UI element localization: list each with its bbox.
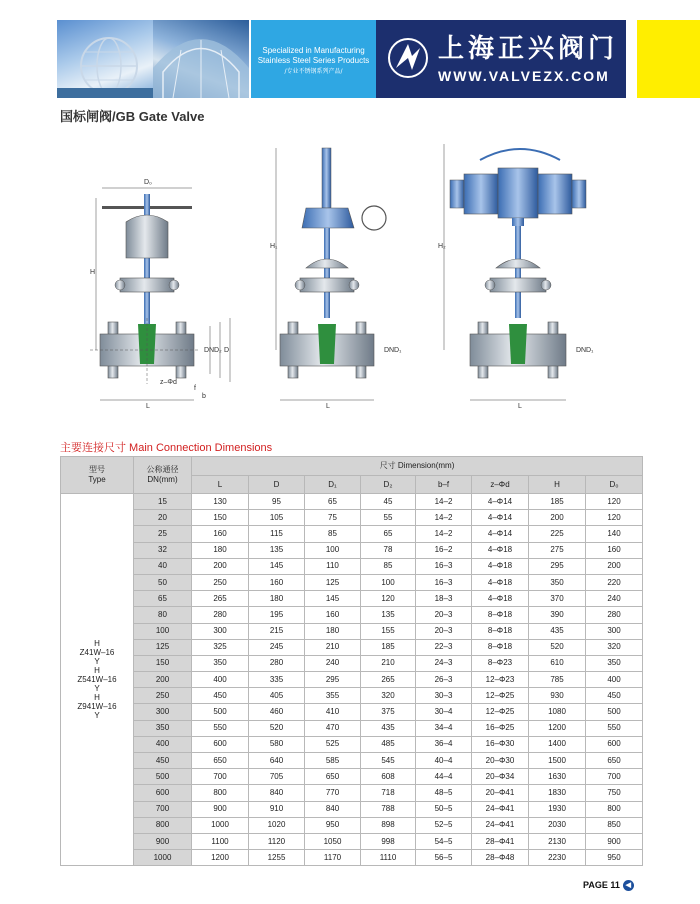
label-f: f <box>194 385 196 392</box>
table-cell: 350 <box>586 655 643 671</box>
table-cell: 550 <box>586 720 643 736</box>
table-cell: 280 <box>586 607 643 623</box>
table-cell: 275 <box>529 542 586 558</box>
table-row <box>61 769 643 785</box>
dn-cell: 800 <box>134 817 192 833</box>
table-cell: 2130 <box>529 833 586 849</box>
table-cell: 20–Φ34 <box>472 769 529 785</box>
header-banner <box>0 20 700 98</box>
table-cell: 300 <box>192 623 249 639</box>
table-cell: 160 <box>249 574 305 590</box>
table-cell: 585 <box>305 753 361 769</box>
label-h1: H₁ <box>270 243 278 250</box>
table-row <box>61 817 643 833</box>
table-cell: 950 <box>305 817 361 833</box>
tagline-panel <box>251 20 376 98</box>
table-cell: 220 <box>586 574 643 590</box>
table-cell: 840 <box>305 801 361 817</box>
table-cell: 435 <box>529 623 586 639</box>
table-cell: 1170 <box>305 850 361 866</box>
label-d1-2: D₁ <box>394 347 402 354</box>
column-header: b–f <box>416 476 472 494</box>
table-cell: 16–2 <box>416 542 472 558</box>
table-cell: 520 <box>249 720 305 736</box>
column-header: D₁ <box>305 476 361 494</box>
page-arrow-icon: ◀ <box>623 880 634 891</box>
table-cell: 12–Φ25 <box>472 688 529 704</box>
table-cell: 78 <box>361 542 416 558</box>
table-cell: 24–3 <box>416 655 472 671</box>
table-cell: 14–2 <box>416 494 472 510</box>
table-row <box>61 688 643 704</box>
table-cell: 800 <box>192 785 249 801</box>
table-cell: 22–3 <box>416 639 472 655</box>
table-cell: 4–Φ18 <box>472 574 529 590</box>
table-cell: 200 <box>529 510 586 526</box>
table-cell: 4–Φ14 <box>472 510 529 526</box>
table-cell: 20–Φ30 <box>472 753 529 769</box>
table-cell: 16–3 <box>416 558 472 574</box>
table-cell: 250 <box>192 574 249 590</box>
label-l-2: L <box>326 403 330 410</box>
table-row <box>61 558 643 574</box>
table-cell: 75 <box>305 510 361 526</box>
table-cell: 325 <box>192 639 249 655</box>
dn-cell: 500 <box>134 769 192 785</box>
dn-cell: 200 <box>134 672 192 688</box>
table-cell: 14–2 <box>416 510 472 526</box>
table-cell: 8–Φ18 <box>472 623 529 639</box>
table-cell: 1200 <box>529 720 586 736</box>
table-cell: 28–Φ48 <box>472 850 529 866</box>
column-header: D <box>249 476 305 494</box>
dimensions-table <box>60 456 643 866</box>
table-cell: 12–Φ25 <box>472 704 529 720</box>
table-cell: 470 <box>305 720 361 736</box>
label-dn-3: DN <box>576 347 587 354</box>
table-cell: 180 <box>192 542 249 558</box>
type-line: H <box>94 639 100 649</box>
table-cell: 8–Φ18 <box>472 639 529 655</box>
table-cell: 500 <box>192 704 249 720</box>
table-cell: 30–3 <box>416 688 472 704</box>
table-cell: 355 <box>305 688 361 704</box>
table-cell: 130 <box>192 494 249 510</box>
table-cell: 850 <box>586 817 643 833</box>
table-cell: 320 <box>586 639 643 655</box>
table-row <box>61 850 643 866</box>
tagline-chinese: /专业不锈钢系列产品/ <box>284 68 343 75</box>
table-row <box>61 833 643 849</box>
table-cell: 12–Φ23 <box>472 672 529 688</box>
table-cell: 545 <box>361 753 416 769</box>
table-cell: 2230 <box>529 850 586 866</box>
company-url: WWW.VALVEZX.COM <box>438 68 610 84</box>
table-row <box>61 494 643 510</box>
dn-cell: 700 <box>134 801 192 817</box>
label-b: b <box>202 393 206 400</box>
dn-cell: 40 <box>134 558 192 574</box>
tagline-line-1: Specialized in Manufacturing <box>262 46 365 55</box>
table-cell: 45 <box>361 494 416 510</box>
type-cell <box>61 494 134 866</box>
table-cell: 1050 <box>305 833 361 849</box>
company-logo-icon <box>386 36 430 80</box>
table-cell: 185 <box>529 494 586 510</box>
table-cell: 36–4 <box>416 736 472 752</box>
table-cell: 52–5 <box>416 817 472 833</box>
table-cell: 185 <box>361 639 416 655</box>
table-cell: 450 <box>586 688 643 704</box>
table-cell: 1930 <box>529 801 586 817</box>
dn-cell: 400 <box>134 736 192 752</box>
table-cell: 20–Φ41 <box>472 785 529 801</box>
table-cell: 525 <box>305 736 361 752</box>
company-logo-panel <box>376 20 626 98</box>
table-cell: 115 <box>249 526 305 542</box>
table-cell: 350 <box>529 574 586 590</box>
dn-cell: 250 <box>134 688 192 704</box>
table-cell: 1120 <box>249 833 305 849</box>
table-cell: 210 <box>305 639 361 655</box>
table-cell: 265 <box>192 591 249 607</box>
column-header: L <box>192 476 249 494</box>
type-line: Z41W–16 <box>79 648 115 658</box>
column-header: D₀ <box>586 476 643 494</box>
table-cell: 160 <box>586 542 643 558</box>
table-cell: 16–Φ30 <box>472 736 529 752</box>
table-cell: 750 <box>586 785 643 801</box>
dn-cell: 80 <box>134 607 192 623</box>
table-row <box>61 639 643 655</box>
table-cell: 245 <box>249 639 305 655</box>
table-row <box>61 526 643 542</box>
type-line: Z941W–16 <box>77 702 117 712</box>
table-cell: 295 <box>305 672 361 688</box>
table-cell: 718 <box>361 785 416 801</box>
table-row <box>61 574 643 590</box>
yellow-accent-block <box>637 20 700 98</box>
type-line: Z541W–16 <box>77 675 117 685</box>
table-cell: 85 <box>361 558 416 574</box>
table-cell: 1830 <box>529 785 586 801</box>
table-cell: 640 <box>249 753 305 769</box>
dn-cell: 150 <box>134 655 192 671</box>
table-cell: 4–Φ14 <box>472 526 529 542</box>
table-cell: 100 <box>361 574 416 590</box>
table-cell: 145 <box>305 591 361 607</box>
table-cell: 54–5 <box>416 833 472 849</box>
table-cell: 4–Φ14 <box>472 494 529 510</box>
table-cell: 125 <box>305 574 361 590</box>
table-cell: 950 <box>586 850 643 866</box>
table-cell: 48–5 <box>416 785 472 801</box>
table-cell: 30–4 <box>416 704 472 720</box>
table-cell: 400 <box>586 672 643 688</box>
table-cell: 195 <box>249 607 305 623</box>
table-row <box>61 785 643 801</box>
column-header: D₂ <box>361 476 416 494</box>
table-cell: 1110 <box>361 850 416 866</box>
table-cell: 110 <box>305 558 361 574</box>
table-cell: 370 <box>529 591 586 607</box>
dn-cell: 50 <box>134 574 192 590</box>
table-cell: 1400 <box>529 736 586 752</box>
dn-cell: 350 <box>134 720 192 736</box>
table-row <box>61 607 643 623</box>
label-l-3: L <box>518 403 522 410</box>
table-cell: 280 <box>192 607 249 623</box>
table-cell: 34–4 <box>416 720 472 736</box>
section-title: 主要连接尺寸 Main Connection Dimensions <box>60 442 273 454</box>
table-cell: 135 <box>249 542 305 558</box>
type-line: H <box>94 693 100 703</box>
table-cell: 95 <box>249 494 305 510</box>
table-cell: 600 <box>192 736 249 752</box>
dn-cell: 100 <box>134 623 192 639</box>
table-cell: 410 <box>305 704 361 720</box>
building-photo <box>153 20 249 98</box>
table-cell: 700 <box>586 769 643 785</box>
dn-cell: 20 <box>134 510 192 526</box>
table-cell: 1500 <box>529 753 586 769</box>
table-cell: 280 <box>249 655 305 671</box>
label-h2: H₂ <box>438 243 446 250</box>
table-cell: 24–Φ41 <box>472 817 529 833</box>
table-cell: 120 <box>361 591 416 607</box>
table-cell: 85 <box>305 526 361 542</box>
dn-cell: 600 <box>134 785 192 801</box>
table-cell: 26–3 <box>416 672 472 688</box>
table-cell: 210 <box>361 655 416 671</box>
table-cell: 375 <box>361 704 416 720</box>
table-cell: 900 <box>586 833 643 849</box>
table-cell: 350 <box>192 655 249 671</box>
globe-photo <box>57 20 153 98</box>
table-row <box>61 510 643 526</box>
table-cell: 180 <box>305 623 361 639</box>
label-d: D <box>224 347 230 354</box>
table-cell: 770 <box>305 785 361 801</box>
table-cell: 225 <box>529 526 586 542</box>
table-cell: 2030 <box>529 817 586 833</box>
table-cell: 900 <box>192 801 249 817</box>
table-row <box>61 542 643 558</box>
table-cell: 998 <box>361 833 416 849</box>
table-cell: 800 <box>586 801 643 817</box>
header-type: 型号 Type <box>61 457 134 494</box>
table-cell: 520 <box>529 639 586 655</box>
table-cell: 1020 <box>249 817 305 833</box>
company-name: 上海正兴阀门 <box>438 34 619 64</box>
table-cell: 155 <box>361 623 416 639</box>
table-cell: 180 <box>249 591 305 607</box>
table-cell: 18–3 <box>416 591 472 607</box>
table-cell: 44–4 <box>416 769 472 785</box>
table-cell: 580 <box>249 736 305 752</box>
table-cell: 295 <box>529 558 586 574</box>
table-cell: 200 <box>586 558 643 574</box>
table-cell: 650 <box>305 769 361 785</box>
dn-cell: 65 <box>134 591 192 607</box>
globe-icon <box>57 20 153 98</box>
dn-cell: 125 <box>134 639 192 655</box>
table-cell: 55 <box>361 510 416 526</box>
table-cell: 600 <box>586 736 643 752</box>
dn-cell: 25 <box>134 526 192 542</box>
table-cell: 150 <box>192 510 249 526</box>
table-cell: 450 <box>192 688 249 704</box>
label-h: H <box>90 269 96 276</box>
dn-cell: 32 <box>134 542 192 558</box>
valve-bevel-gear-drawing <box>280 148 386 378</box>
table-cell: 1200 <box>192 850 249 866</box>
table-cell: 215 <box>249 623 305 639</box>
label-d2: D₂ <box>214 347 222 354</box>
table-cell: 610 <box>529 655 586 671</box>
table-row <box>61 672 643 688</box>
page-footer <box>583 880 634 891</box>
table-cell: 8–Φ18 <box>472 607 529 623</box>
table-row <box>61 623 643 639</box>
table-cell: 650 <box>192 753 249 769</box>
table-cell: 500 <box>586 704 643 720</box>
table-row <box>61 736 643 752</box>
table-cell: 910 <box>249 801 305 817</box>
table-cell: 14–2 <box>416 526 472 542</box>
table-cell: 160 <box>305 607 361 623</box>
table-cell: 4–Φ18 <box>472 558 529 574</box>
label-zd: z–Φd <box>160 379 177 386</box>
table-cell: 785 <box>529 672 586 688</box>
table-row <box>61 591 643 607</box>
table-cell: 160 <box>192 526 249 542</box>
dn-cell: 15 <box>134 494 192 510</box>
table-cell: 320 <box>361 688 416 704</box>
table-cell: 20–3 <box>416 623 472 639</box>
table-cell: 50–5 <box>416 801 472 817</box>
table-cell: 650 <box>586 753 643 769</box>
table-cell: 4–Φ18 <box>472 542 529 558</box>
table-cell: 930 <box>529 688 586 704</box>
dn-cell: 1000 <box>134 850 192 866</box>
label-dn-2: DN <box>384 347 395 354</box>
label-d1-3: D₁ <box>586 347 594 354</box>
table-cell: 24–Φ41 <box>472 801 529 817</box>
table-cell: 898 <box>361 817 416 833</box>
dome-icon <box>153 20 249 98</box>
table-cell: 200 <box>192 558 249 574</box>
table-cell: 120 <box>586 510 643 526</box>
valve-electric-actuator-drawing <box>450 149 586 378</box>
dn-cell: 450 <box>134 753 192 769</box>
table-row <box>61 655 643 671</box>
table-cell: 705 <box>249 769 305 785</box>
table-cell: 65 <box>361 526 416 542</box>
table-cell: 405 <box>249 688 305 704</box>
table-cell: 28–Φ41 <box>472 833 529 849</box>
table-cell: 16–3 <box>416 574 472 590</box>
table-cell: 240 <box>586 591 643 607</box>
table-cell: 8–Φ23 <box>472 655 529 671</box>
column-header: z–Φd <box>472 476 529 494</box>
table-cell: 400 <box>192 672 249 688</box>
table-cell: 700 <box>192 769 249 785</box>
type-line: Y <box>94 684 100 694</box>
table-cell: 1630 <box>529 769 586 785</box>
table-cell: 435 <box>361 720 416 736</box>
table-cell: 40–4 <box>416 753 472 769</box>
table-cell: 485 <box>361 736 416 752</box>
type-line: Y <box>94 711 100 721</box>
table-row <box>61 801 643 817</box>
table-row <box>61 720 643 736</box>
table-cell: 335 <box>249 672 305 688</box>
table-row <box>61 753 643 769</box>
table-cell: 550 <box>192 720 249 736</box>
type-line: H <box>94 666 100 676</box>
label-d0: D₀ <box>144 179 152 186</box>
table-cell: 300 <box>586 623 643 639</box>
table-cell: 1000 <box>192 817 249 833</box>
table-cell: 65 <box>305 494 361 510</box>
table-cell: 265 <box>361 672 416 688</box>
table-cell: 4–Φ18 <box>472 591 529 607</box>
table-cell: 1100 <box>192 833 249 849</box>
table-row <box>61 704 643 720</box>
table-cell: 16–Φ25 <box>472 720 529 736</box>
table-cell: 120 <box>586 494 643 510</box>
dn-cell: 900 <box>134 833 192 849</box>
table-cell: 240 <box>305 655 361 671</box>
table-cell: 140 <box>586 526 643 542</box>
table-cell: 390 <box>529 607 586 623</box>
valve-handwheel-drawing <box>90 194 200 384</box>
table-cell: 145 <box>249 558 305 574</box>
page-number: PAGE 11 <box>583 880 620 890</box>
table-cell: 608 <box>361 769 416 785</box>
column-header: H <box>529 476 586 494</box>
header-dimensions: 尺寸 Dimension(mm) <box>192 457 643 476</box>
label-dn: DN <box>204 347 215 354</box>
table-cell: 460 <box>249 704 305 720</box>
valve-drawings <box>90 138 630 410</box>
table-cell: 840 <box>249 785 305 801</box>
type-line: Y <box>94 657 100 667</box>
label-l: L <box>146 403 150 410</box>
table-cell: 100 <box>305 542 361 558</box>
header-dn: 公称通径 DN(mm) <box>134 457 192 494</box>
table-cell: 56–5 <box>416 850 472 866</box>
table-cell: 788 <box>361 801 416 817</box>
tagline-line-2: Stainless Steel Series Products <box>257 56 370 65</box>
table-cell: 1255 <box>249 850 305 866</box>
dn-cell: 300 <box>134 704 192 720</box>
table-cell: 20–3 <box>416 607 472 623</box>
page-title: 国标闸阀/GB Gate Valve <box>60 109 205 124</box>
table-cell: 1080 <box>529 704 586 720</box>
table-cell: 105 <box>249 510 305 526</box>
table-cell: 135 <box>361 607 416 623</box>
